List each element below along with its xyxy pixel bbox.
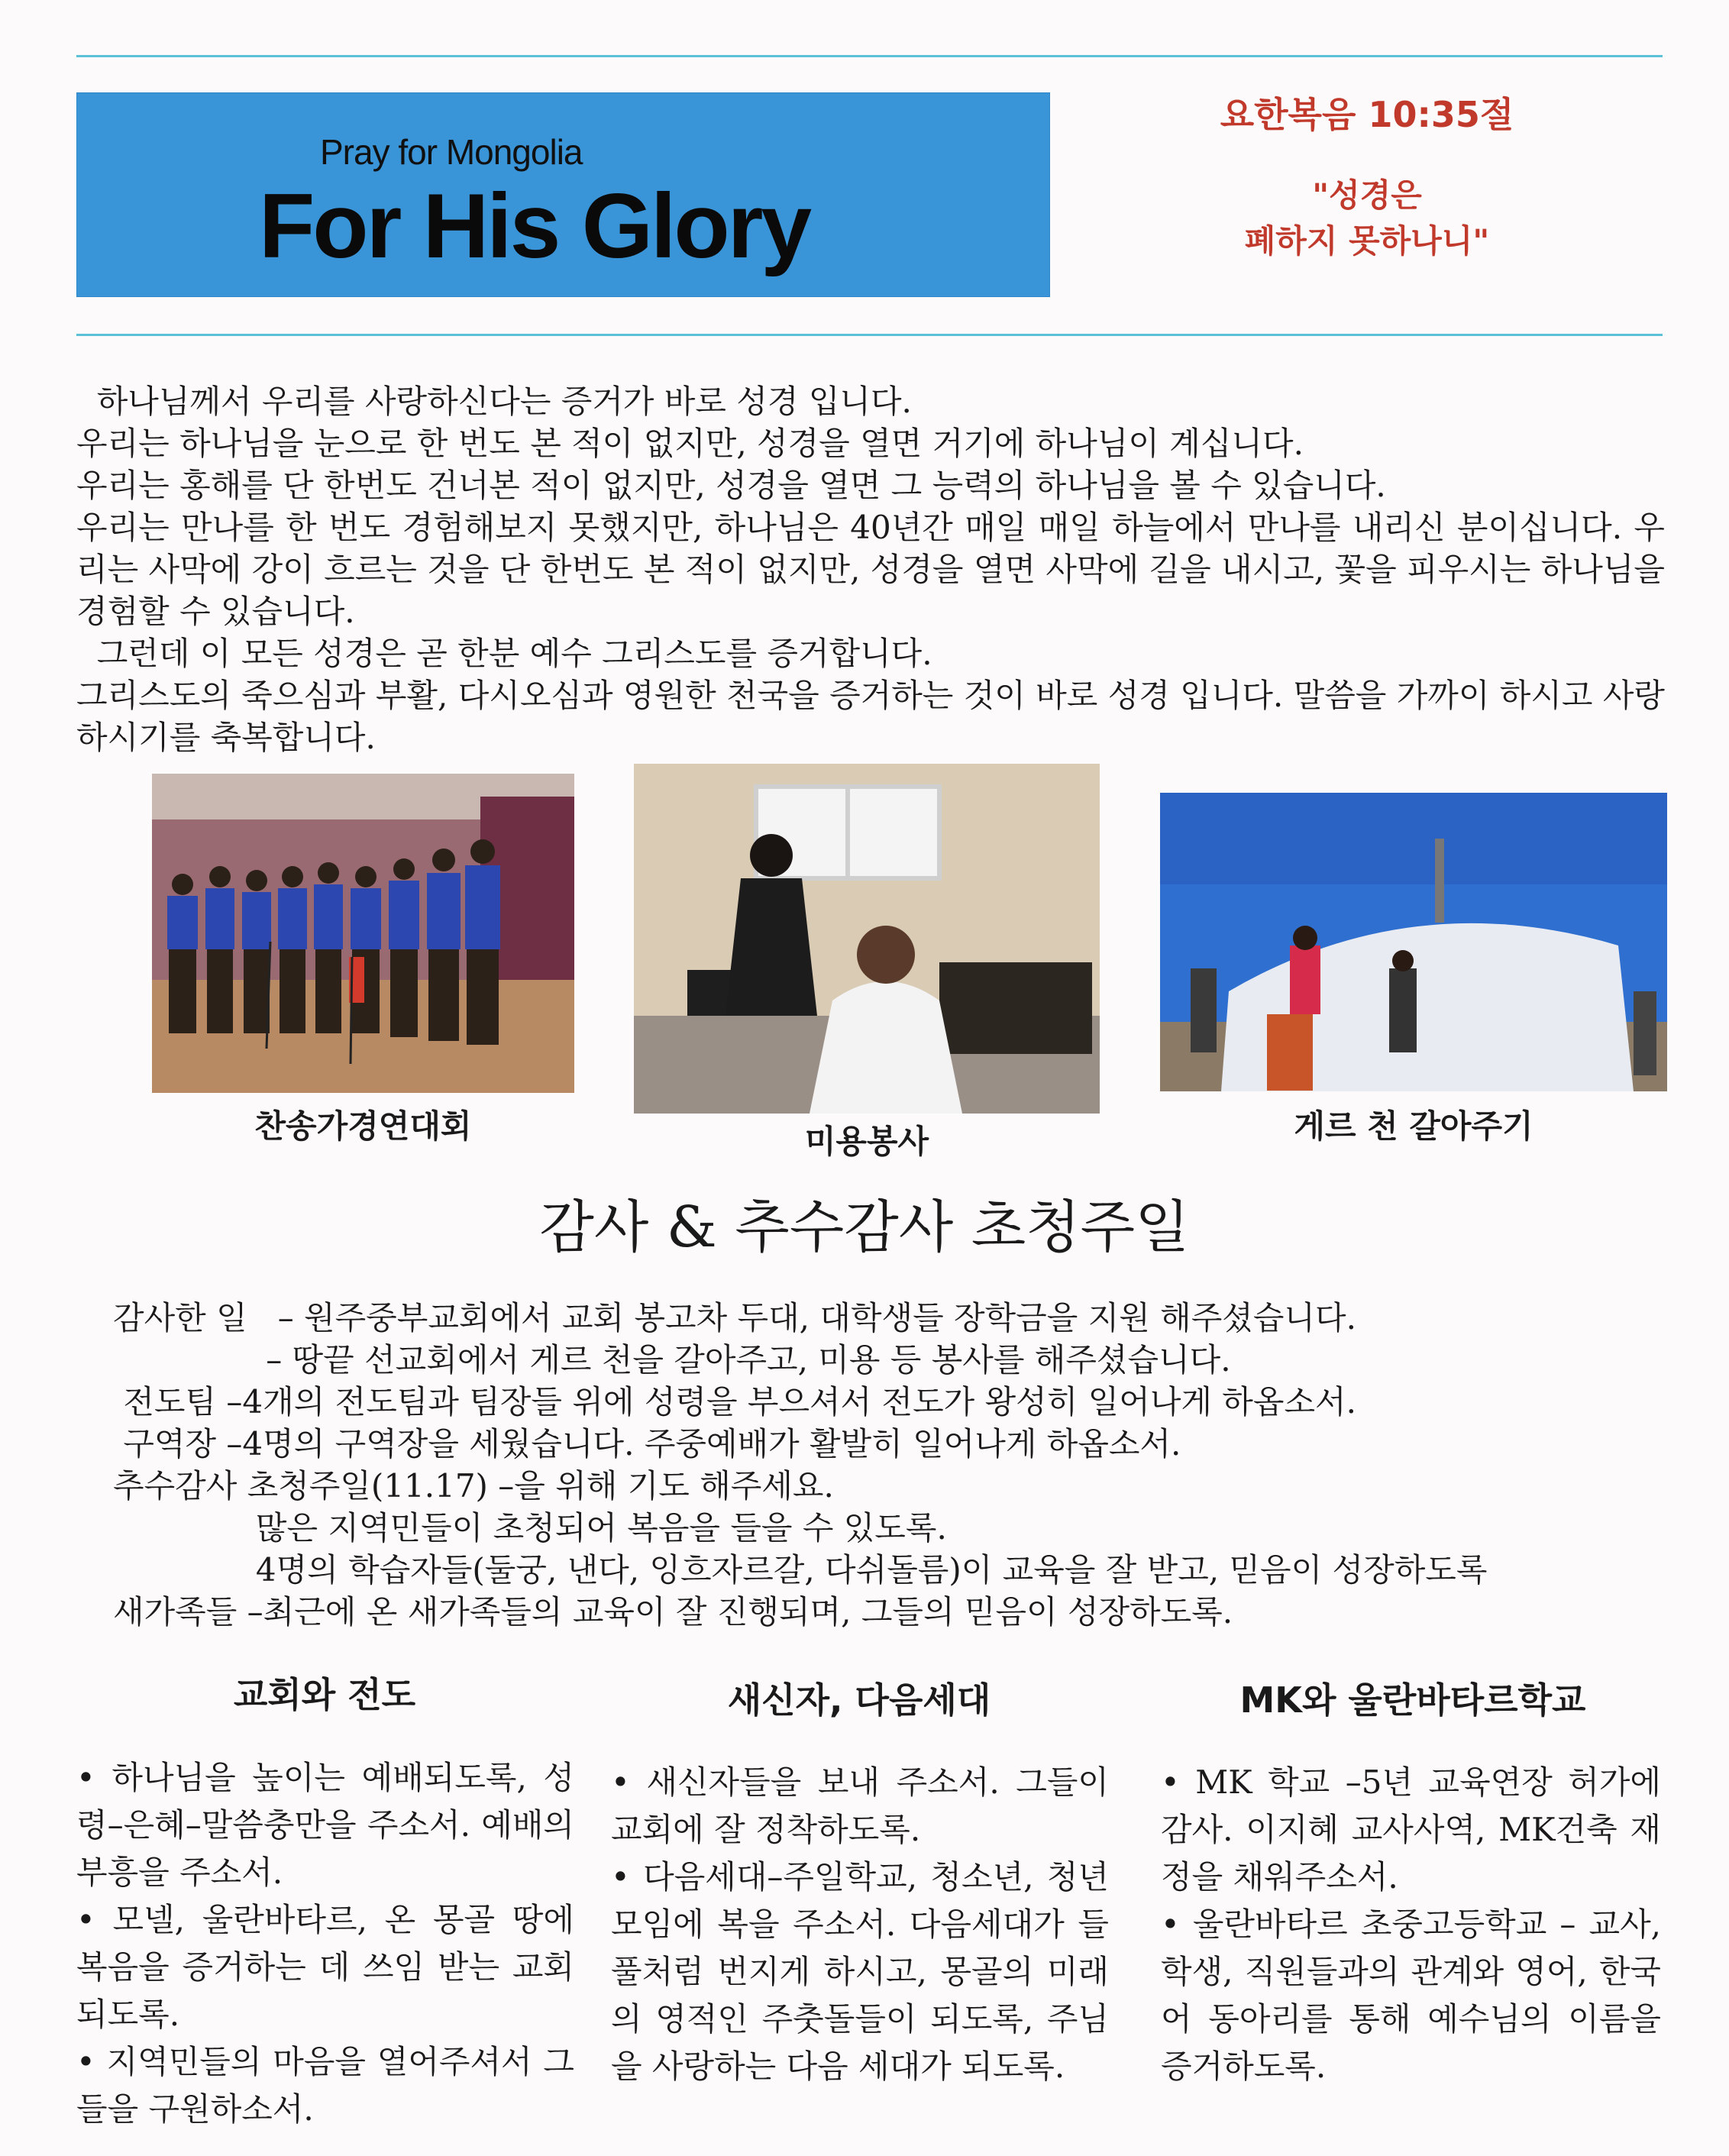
prayer-item: • 새신자들을 보내 주소서. 그들이 교회에 잘 정착하도록. [611,1763,1109,1848]
thanks-line: 전도팀 –4개의 전도팀과 팀장들 위에 성령을 부으셔서 전도가 왕성히 일어나게 하옵소서. [113,1383,1356,1421]
prayer-item: • 울란바타르 초중고등학교 – 교사, 학생, 직원들과의 관계와 영어, 한국어 동아리를 통해 예수님의 이름을 증거하도록. [1161,1905,1661,2085]
column-heading-nextgen: 새신자, 다음세대 [727,1679,991,1721]
column-heading-mk: MK와 울란바타르학교 [1239,1679,1586,1721]
banner-title: For His Glory [259,175,810,277]
section-title: 감사 & 추수감사 초청주일 [539,1194,1190,1260]
prayer-item: • 다음세대–주일학교, 청소년, 청년 모임에 복을 주소서. 다음세대가 들풀처럼 번지게 하시고, 몽골의 미래의 영적인 주춧돌들이 되도록, 주님을 사랑하는 다음 세대가 되도록. [611,1858,1109,2085]
intro-paragraph: 그런데 이 모든 성경은 곧 한분 예수 그리스도를 증거합니다. [76,635,932,672]
thanks-line: 감사한 일 – 원주중부교회에서 교회 봉고차 두대, 대학생들 장학금을 지원 해주셨습니다. [113,1299,1356,1337]
choir-photo [152,774,574,1093]
prayer-item: • MK 학교 –5년 교육연장 허가에 감사. 이지혜 교사사역, MK건축 재정을 채워주소서. [1161,1763,1661,1896]
verse-quote-line2: 폐하지 못하나니" [1244,222,1490,260]
top-rule [76,55,1663,57]
intro-paragraph: 우리는 하나님을 눈으로 한 번도 본 적이 없지만, 성경을 열면 거기에 하나님이 계십니다. [76,425,1304,462]
column-church [76,1754,574,2133]
thanks-line: 4명의 학습자들(둘궁, 낸다, 잉흐자르갈, 다쉬돌름)이 교육을 잘 받고, 믿음이 성장하도록 [113,1551,1488,1589]
caption-ger: 게르 천 갈아주기 [1294,1107,1533,1145]
banner-subtitle: Pray for Mongolia [320,132,583,172]
verse-quote-line1: "성경은 [1312,176,1422,214]
column-mk [1161,1759,1661,2090]
haircut-photo [634,764,1100,1114]
caption-haircut: 미용봉사 [804,1123,929,1160]
prayer-item: • 하나님을 높이는 예배되도록, 성령–은혜–말씀충만을 주소서. 예배의 부흥을 주소서. [76,1759,574,1891]
intro-paragraph: 우리는 만나를 한 번도 경험해보지 못했지만, 하나님은 40년간 매일 매일 하늘에서 만나를 내리신 분이십니다. 우리는 사막에 강이 흐르는 것을 단 한번도 본 적이 없지만, 성경을 열면 사막에 길을 내시고, 꽃을 피우시는 하나님을 경험할 수 있습니다. [76,509,1665,630]
thanks-line: 추수감사 초청주일(11.17) –을 위해 기도 해주세요. [113,1467,834,1505]
header-divider [76,334,1663,336]
prayer-item: • 지역민들의 마음을 열어주셔서 그들을 구원하소서. [76,2043,574,2128]
thanks-line: 많은 지역민들이 초청되어 복음을 들을 수 있도록. [113,1509,947,1547]
thanks-line: – 땅끝 선교회에서 게르 천을 갈아주고, 미용 등 봉사를 해주셨습니다. [113,1341,1231,1379]
thanks-line: 구역장 –4명의 구역장을 세웠습니다. 주중예배가 활발히 일어나게 하옵소서. [113,1425,1181,1463]
column-nextgen [611,1759,1109,2090]
verse-reference: 요한복음 10:35절 [1220,94,1514,135]
thanks-list [113,1297,1679,1633]
intro-paragraph: 하나님께서 우리를 사랑하신다는 증거가 바로 성경 입니다. [76,383,912,420]
ger-photo [1160,793,1667,1091]
column-heading-church: 교회와 전도 [233,1674,416,1715]
intro-paragraph: 우리는 홍해를 단 한번도 건너본 적이 없지만, 성경을 열면 그 능력의 하나님을 볼 수 있습니다. [76,467,1386,504]
prayer-item: • 모넬, 울란바타르, 온 몽골 땅에 복음을 증거하는 데 쓰임 받는 교회 되도록. [76,1901,574,2033]
caption-choir: 찬송가경연대회 [254,1107,472,1145]
thanks-line: 새가족들 –최근에 온 새가족들의 교육이 잘 진행되며, 그들의 믿음이 성장하도록. [113,1593,1233,1631]
intro-paragraph: 그리스도의 죽으심과 부활, 다시오심과 영원한 천국을 증거하는 것이 바로 성경 입니다. 말씀을 가까이 하시고 사랑하시기를 축복합니다. [76,677,1665,756]
verse-quote [1092,173,1642,264]
title-banner [76,92,1050,297]
intro-text [76,380,1665,758]
